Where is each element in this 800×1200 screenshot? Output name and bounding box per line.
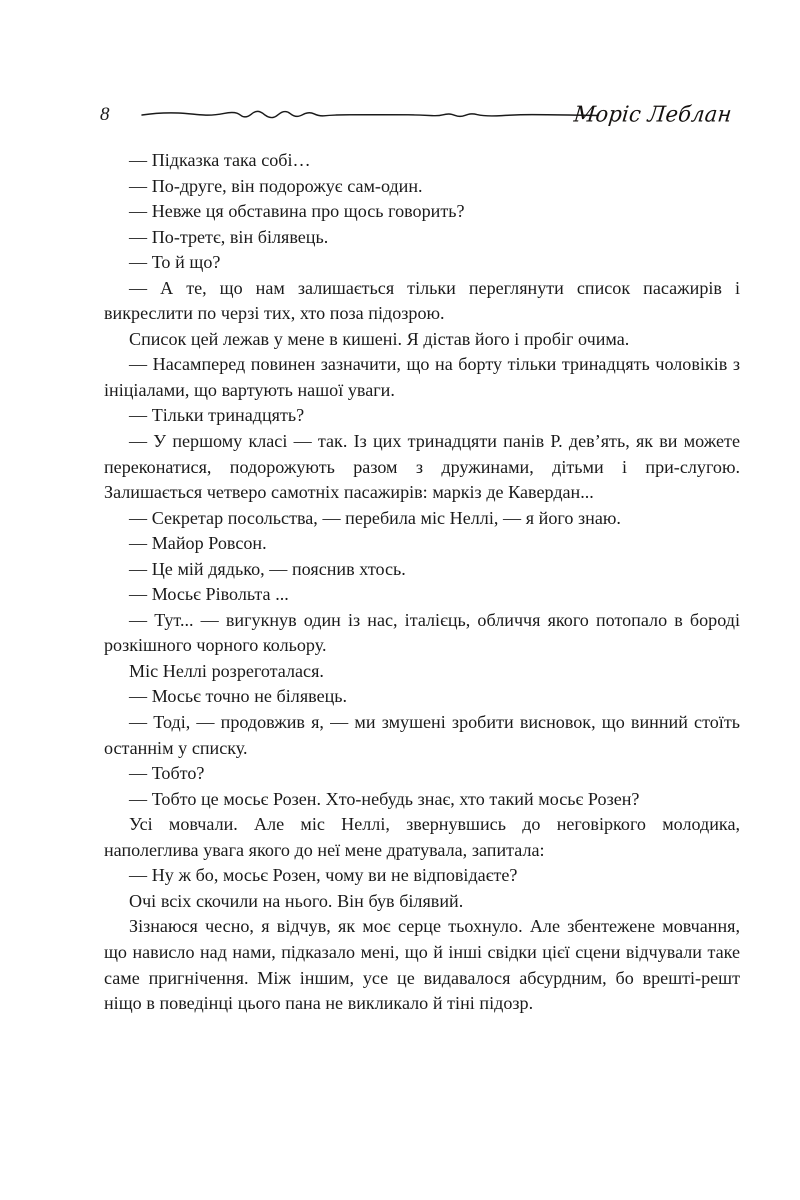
paragraph: — Тобто це мосьє Розен. Хто-небудь знає, хто такий мосьє Розен? bbox=[129, 788, 640, 809]
paragraph: — Секретар посольства, — перебила міс Неллі, — я його знаю. bbox=[129, 507, 621, 528]
body-text bbox=[104, 148, 740, 1017]
paragraph: Міс Неллі розреготалася. bbox=[129, 660, 324, 681]
paragraph: — У першому класі — так. Із цих тринадцяти панів Р. дев’ять, як ви можете переконатися, подорожують разом з дружинами, дітьми і при-слугою. Залишається четверо самотніх пасажирів: маркіз де Кавердан... bbox=[104, 431, 740, 503]
paragraph: Зізнаюся чесно, я відчув, як моє серце тьохнуло. Але збентежене мовчання, що нависло над нами, підказало мені, що й інші свідки цієї сцени відчували таке саме пригнічення. Між іншим, усе це видавалося абсурдним, бо врешті-решт ніщо в поведінці цього пана не викликало й тіні підозр. bbox=[104, 916, 740, 1014]
paragraph: Усі мовчали. Але міс Неллі, звернувшись до неговіркого молодика, наполеглива увага якого до неї мене дратувала, запитала: bbox=[104, 814, 740, 860]
paragraph: — Майор Ровсон. bbox=[129, 533, 267, 554]
paragraph: — По-друге, він подорожує сам-один. bbox=[129, 175, 423, 196]
paragraph: — Мосьє точно не білявець. bbox=[129, 686, 348, 707]
paragraph: — Ну ж бо, мосьє Розен, чому ви не відповідаєте? bbox=[129, 865, 518, 886]
wavy-divider-icon bbox=[140, 92, 600, 136]
paragraph: — Мосьє Рівольта ... bbox=[129, 584, 289, 605]
paragraph: Очі всіх скочили на нього. Він був білявий. bbox=[129, 890, 464, 911]
paragraph: — Підказка така собі… bbox=[129, 150, 311, 170]
running-head-author: Морiс Леблан bbox=[573, 101, 734, 126]
page-number: 8 bbox=[100, 103, 110, 125]
paragraph: — А те, що нам залишається тільки переглянути список пасажирів і викреслити по черзі тих, хто поза підозрою. bbox=[104, 277, 740, 324]
paragraph: — Невже ця обставина про щось говорить? bbox=[129, 201, 465, 222]
paragraph: — Тобто? bbox=[129, 763, 205, 784]
running-head bbox=[0, 92, 800, 136]
paragraph: — Тільки тринадцять? bbox=[129, 405, 305, 426]
paragraph: — Насамперед повинен зазначити, що на борту тільки тринадцять чоловіків з ініціалами, що вартують нашої уваги. bbox=[104, 354, 740, 400]
paragraph: — По-третє, він білявець. bbox=[129, 226, 329, 247]
paragraph: — То й що? bbox=[129, 252, 221, 273]
paragraph: — Тоді, — продовжив я, — ми змушені зробити висновок, що винний стоїть останнім у списку. bbox=[104, 712, 740, 758]
paragraph: — Це мій дядько, — пояснив хтось. bbox=[129, 558, 406, 579]
paragraph: Список цей лежав у мене в кишені. Я дістав його і пробіг очима. bbox=[129, 328, 630, 349]
paragraph: — Тут... — вигукнув один із нас, італієць, обличчя якого потопало в бороді розкішного чорного кольору. bbox=[104, 609, 740, 656]
